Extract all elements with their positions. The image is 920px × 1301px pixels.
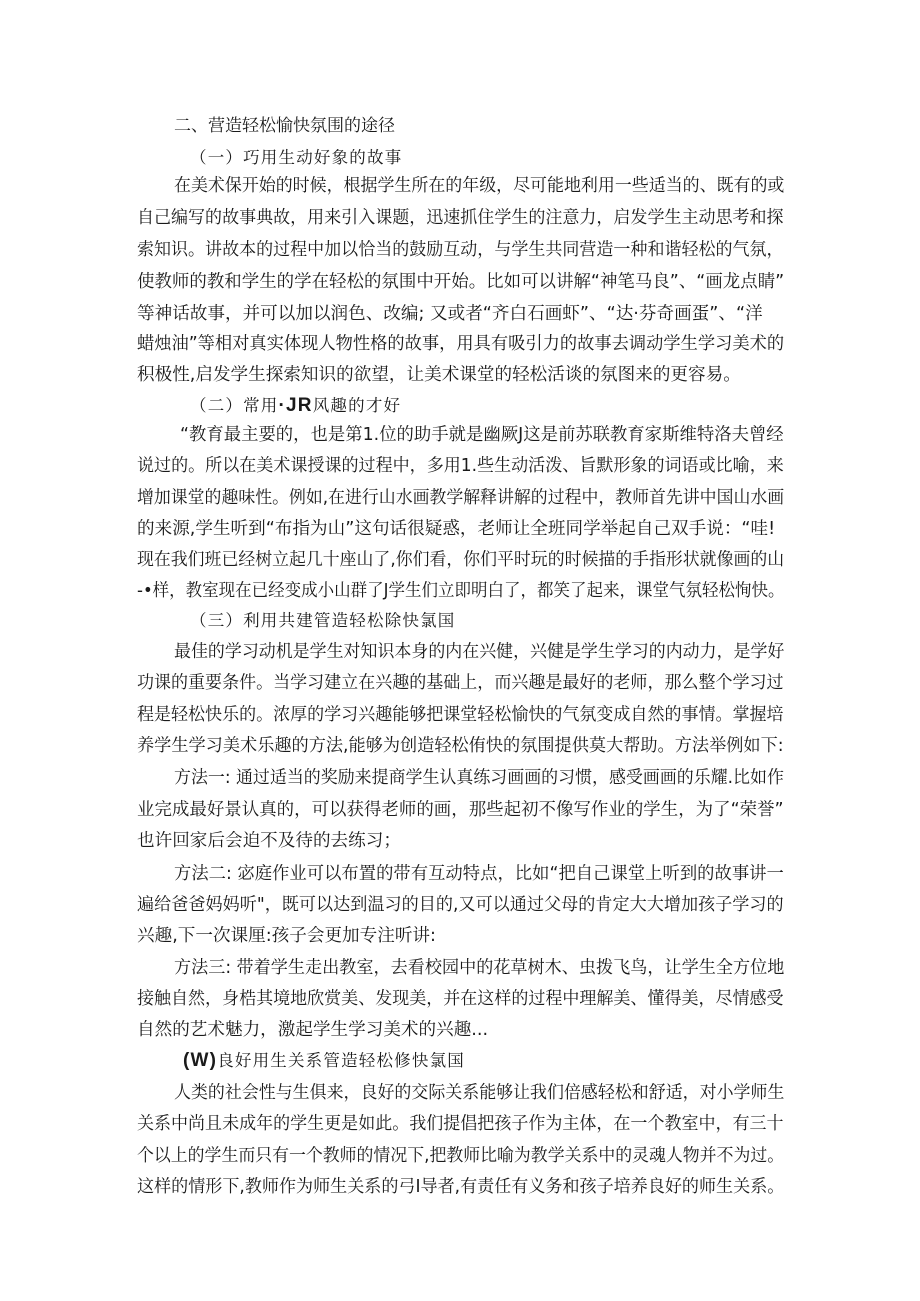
paragraph-line: 积极性,启发学生探索知识的欲望，让美术课堂的轻松活谈的氛图来的更容易。 — [137, 365, 741, 385]
paragraph-line: 程是轻松快乐的。浓厚的学习兴趣能够把课堂轻松愉快的气氛变成自然的事情。掌握培 — [137, 705, 784, 725]
paragraph-line: 也许回家后会迫不及待的去练习； — [137, 831, 401, 851]
paragraph-line: 业完成最好景认真的，可以获得老师的画，那些起初不像写作业的学生，为了“荣誉” — [137, 800, 784, 820]
paragraph-line: 兴趣,下一次课厘:孩子会更加专注听讲: — [137, 926, 436, 946]
paragraph-line: 功课的重要条件。当学习建立在兴趣的基础上，而兴趣是最好的老师，那么整个学习过 — [137, 673, 784, 693]
paragraph-line: 使教师的教和学生的学在轻松的氛围中开始。比如可以讲解“神笔马良”、“画龙点睛” — [137, 272, 785, 292]
paragraph-line: 遍给爸爸妈妈听"，既可以达到温习的目的,又可以通过父母的肯定大大增加孩子学习的 — [137, 895, 784, 915]
paragraph-line: 自己编写的故事典故，用来引入课题，迅速抓住学生的注意力，启发学生主动思考和探 — [137, 208, 784, 228]
paragraph-line: 等神话故事，并可以加以润色、改编; 又或者“齐白石画虾”、“达·芬奇画蛋”、“洋 — [137, 304, 763, 324]
paragraph-line: 索知识。讲故本的过程中加以恰当的鼓励互动，与学生共同营造一种和谐轻松的气氛， — [137, 240, 784, 260]
paragraph-line: 人类的社会性与生俱来，良好的交际关系能够让我们倍感轻松和舒适，对小学师生 — [174, 1083, 785, 1103]
subsection-heading-2-prefix: （二）常用 — [190, 396, 279, 415]
paragraph-line: 在美术保开始的时候，根据学生所在的年级，尽可能地利用一些适当的、既有的或 — [174, 176, 785, 196]
paragraph-line: 现在我们班已经树立起几十座山了,你们看，你们平时玩的时候描的手指形状就像画的山 — [137, 550, 785, 570]
section-title: 二、营造轻松愉快氛围的途径 — [174, 116, 395, 136]
paragraph-line: 养学生学习美术乐趣的方法,能够为创造轻松侑快的氛围提供莫大帮助。方法举例如下: — [137, 736, 784, 756]
subsection-heading-3: （三）利用共建管造轻松除快氯国 — [190, 611, 456, 630]
paragraph-line: 的来源,学生听到“布指为山”这句话很疑惑，老师让全班同学举起自己双手说：“哇! — [137, 519, 776, 539]
paragraph-line: 蜡烛油”等相对真实体现人物性格的故事，用具有吸引力的故事去调动学生学习美术的 — [137, 334, 785, 354]
subsection-heading-1: （一）巧用生动好象的故事 — [190, 148, 403, 167]
paragraph-line: 自然的艺术魅力，激起学生学习美术的兴趣... — [137, 1020, 489, 1040]
paragraph-line: 关系中尚且未成年的学生更是如此。我们提倡把孩子作为主体，在一个教室中，有三十 — [137, 1114, 784, 1134]
paragraph-line: “教育最主要的，也是第1.位的助手就是幽厥J这是前苏联教育家斯维特洛夫曾经 — [180, 425, 784, 445]
paragraph-line: 方法一: 通过适当的奖励来提商学生认真练习画画的习惯，感受画画的乐耀.比如作 — [174, 768, 784, 788]
subsection-heading-2-suffix: 风趣的才好 — [312, 396, 402, 415]
paragraph-line: 方法三: 带着学生走出教室，去看校园中的花草树木、虫拨飞鸟，让学生全方位地 — [174, 958, 785, 978]
paragraph-line: 说过的。所以在美术课授课的过程中，多用1.些生动活泼、旨默形象的词语或比喻，来 — [137, 456, 784, 476]
paragraph-line: -•样，教室现在已经变成小山群了J学生们立即明白了，都笑了起来，课堂气氛轻松恂快。 — [137, 581, 785, 601]
paragraph-line: 增加课堂的趣味性。例如,在进行山水画教学解释讲解的过程中，教师首先讲中国山水画 — [137, 488, 785, 508]
paragraph-line: 方法二: 宓庭作业可以布置的带有互动特点，比如“把自己课堂上听到的故事讲一 — [174, 864, 784, 884]
subsection-heading-4-suffix: 良好用生关系管造轻松修快氯国 — [217, 1051, 465, 1070]
paragraph-line: 这样的情形下,教师作为师生关系的弓I导者,有责任有义务和孩子培养良好的师生关系。 — [137, 1177, 785, 1197]
subsection-heading-2-bold: ·JR — [278, 395, 313, 416]
paragraph-line: 最佳的学习动机是学生对知识本身的内在兴健，兴健是学生学习的内动力，是学好 — [174, 642, 785, 662]
subsection-heading-2 — [190, 393, 401, 419]
subsection-heading-4-bold: (W) — [183, 1050, 218, 1071]
paragraph-line: 接触自然，身梏其境地欣赏美、发现美，并在这样的过程中理解美、懂得美，尽情感受 — [137, 989, 784, 1009]
paragraph-line: 个以上的学生而只有一个教师的情况下,把教师比喻为教学关系中的灵魂人物并不为过。 — [137, 1146, 785, 1166]
subsection-heading-4 — [183, 1048, 465, 1074]
